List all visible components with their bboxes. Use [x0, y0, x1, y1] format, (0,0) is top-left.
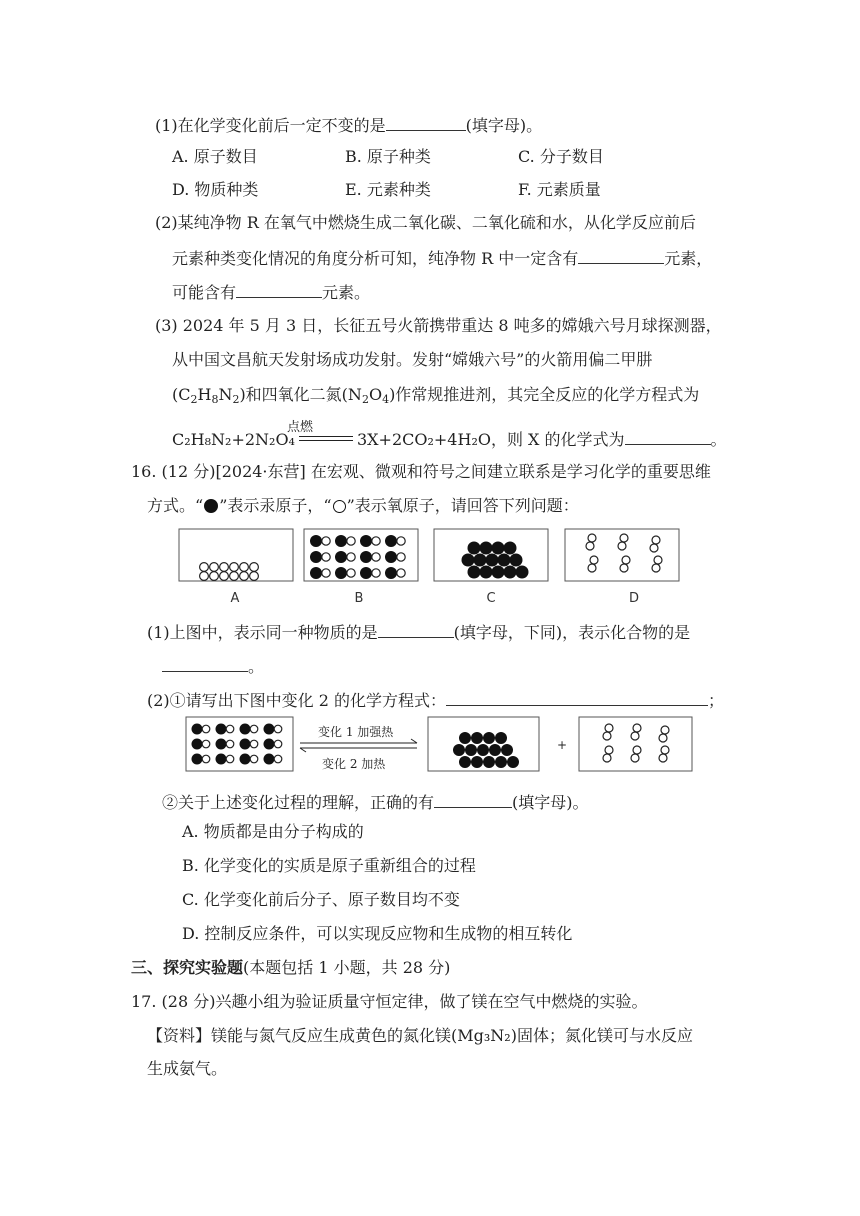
mercury-atom — [264, 724, 275, 735]
oxygen-atom — [347, 537, 355, 545]
box-c — [434, 529, 548, 581]
oxygen-atom — [590, 556, 598, 564]
q15-p2-text: 可能含有 — [172, 283, 237, 302]
q15-option-d: D. 物质种类 — [172, 180, 259, 199]
answer-blank[interactable] — [386, 114, 466, 131]
formula-part: )作常规推进剂，其完全反应的化学方程式为 — [389, 385, 700, 404]
mercury-atom — [335, 567, 347, 579]
equals-arrow — [295, 430, 357, 446]
oxygen-atom — [202, 755, 210, 763]
answer-blank[interactable] — [625, 428, 711, 445]
mercury-atom — [385, 535, 397, 547]
oxygen-atom — [250, 572, 259, 581]
oxygen-atom — [202, 740, 210, 748]
q16-p2-text: (2)①请写出下图中变化 2 的化学方程式： — [147, 691, 447, 710]
oxygen-atom — [603, 754, 611, 762]
oxygen-atom — [605, 746, 613, 754]
particle-diagram-abcd — [178, 528, 738, 588]
q16-text: ”表示氧原子，请回答下列问题： — [346, 496, 579, 515]
product-oxygen-box — [579, 717, 692, 771]
q16-part1-cont — [162, 655, 264, 677]
mercury-atom — [495, 756, 507, 768]
oxygen-atom — [250, 740, 258, 748]
oxygen-atom — [603, 732, 611, 740]
q16-p1-text: (1)上图中，表示同一种物质的是 — [147, 623, 378, 642]
mercury-atom — [516, 566, 529, 579]
oxygen-atom — [220, 563, 229, 572]
figure-label-a: A — [230, 591, 240, 606]
box-b — [304, 529, 418, 581]
q15-part3-line3: $(C_2H_8N_2)$和四氧化二氮$(N_2O_4)$作常规推进剂，其完全反应的化学方程式为 — [172, 385, 700, 406]
oxygen-atom — [588, 534, 596, 542]
mercury-atom — [498, 554, 511, 567]
q15-option-a: A. 原子数目 — [172, 147, 258, 166]
mercury-atom — [492, 566, 505, 579]
oxygen-atom — [274, 725, 282, 733]
answer-blank[interactable] — [446, 689, 708, 706]
change1-label: 变化 1 加强热 — [318, 725, 394, 739]
mercury-atom — [264, 754, 275, 765]
mercury-atom — [510, 554, 523, 567]
q15-part2-line2 — [172, 247, 712, 269]
figure-label-c: C — [486, 591, 496, 606]
reaction-condition: 点燃 — [287, 420, 314, 435]
answer-blank[interactable] — [434, 791, 512, 808]
oxygen-atom — [230, 563, 239, 572]
q17-reference-line1: 【资料】镁能与氮气反应生成黄色的氮化镁(Mg₃N₂)固体；氮化镁可与水反应 — [147, 1026, 693, 1045]
q16-option-a: A. 物质都是由分子构成的 — [182, 822, 364, 841]
q15-option-e: E. 元素种类 — [345, 180, 431, 199]
mercury-atom — [360, 535, 372, 547]
mercury-atom — [465, 744, 477, 756]
mercury-atom — [385, 567, 397, 579]
mercury-atom — [468, 566, 481, 579]
mercury-atom — [462, 554, 475, 567]
mercury-atom — [507, 756, 519, 768]
oxygen-atom — [200, 563, 209, 572]
mercury-atom — [310, 567, 322, 579]
oxygen-atom — [250, 755, 258, 763]
q15-option-b: B. 原子种类 — [345, 147, 431, 166]
q17-line1: 17. (28 分)兴趣小组为验证质量守恒定律，做了镁在空气中燃烧的实验。 — [131, 992, 648, 1011]
mercury-atom — [504, 566, 517, 579]
oxygen-atom — [274, 755, 282, 763]
mercury-atom — [192, 739, 203, 750]
q16-text: 方式。“ — [147, 496, 204, 515]
section-title: 三、探究实验题 — [131, 958, 244, 977]
oxygen-atom — [322, 537, 330, 545]
oxygen-atom — [230, 572, 239, 581]
oxygen-atom — [397, 569, 405, 577]
q15-p1-hint: (填字母)。 — [465, 116, 543, 135]
plus-sign: + — [557, 738, 568, 752]
oxygen-atom — [631, 732, 639, 740]
reactant-box — [186, 717, 293, 771]
mercury-atom — [192, 754, 203, 765]
mercury-atom — [459, 732, 471, 744]
q16-p1-end: 。 — [248, 657, 265, 676]
mercury-atom — [240, 754, 251, 765]
oxygen-atom — [372, 553, 380, 561]
q15-part3-line2: 从中国文昌航天发射场成功发射。发射“嫦娥六号”的火箭用偏二甲肼 — [172, 350, 653, 369]
oxygen-atom — [202, 725, 210, 733]
q16-text: ”表示汞原子，“ — [219, 496, 332, 515]
q17-reference-line2: 生成氨气。 — [147, 1059, 228, 1078]
mercury-atom — [504, 542, 517, 555]
oxygen-atom — [652, 536, 660, 544]
mercury-atom-icon — [204, 499, 218, 513]
mercury-atom — [477, 744, 489, 756]
oxygen-atom — [347, 553, 355, 561]
q15-p2-text: 元素种类变化情况的角度分析可知，纯净物 R 中一定含有 — [172, 249, 579, 268]
oxygen-atom — [240, 572, 249, 581]
figure-label-b: B — [354, 591, 364, 606]
oxygen-atom — [631, 754, 639, 762]
product-mercury-box — [428, 717, 539, 771]
mercury-atom — [335, 551, 347, 563]
q16-part1 — [147, 621, 690, 643]
mercury-atom — [483, 756, 495, 768]
q16-option-d: D. 控制反应条件，可以实现反应物和生成物的相互转化 — [182, 924, 573, 943]
equation-left: C₂H₈N₂+2N₂O₄ — [172, 430, 295, 449]
oxygen-atom — [620, 564, 628, 572]
section-note: (本题包括 1 小题，共 28 分) — [243, 958, 451, 977]
oxygen-atom — [226, 755, 234, 763]
oxygen-atom — [659, 734, 667, 742]
mercury-atom — [489, 744, 501, 756]
oxygen-atom — [397, 553, 405, 561]
mercury-atom — [471, 756, 483, 768]
oxygen-atom — [397, 537, 405, 545]
formula-part: H — [197, 385, 212, 404]
oxygen-atom — [200, 572, 209, 581]
oxygen-atom — [322, 553, 330, 561]
mercury-atom — [471, 732, 483, 744]
oxygen-atom — [210, 572, 219, 581]
q15-part2-line3 — [172, 281, 370, 303]
mercury-atom — [216, 739, 227, 750]
oxygen-atom — [652, 564, 660, 572]
q15-option-f: F. 元素质量 — [518, 180, 601, 199]
mercury-atom — [495, 732, 507, 744]
oxygen-atom — [226, 725, 234, 733]
formula-part: O — [368, 385, 383, 404]
answer-blank[interactable] — [162, 655, 248, 672]
oxygen-atom — [661, 726, 669, 734]
forward-arrowhead — [411, 739, 417, 743]
mercury-atom — [216, 724, 227, 735]
q16-sub2-hint: (填字母)。 — [512, 793, 589, 812]
q16-p2-end: ； — [708, 691, 725, 710]
reaction-diagram — [185, 716, 705, 776]
mercury-atom — [264, 739, 275, 750]
formula-part: )和四氧化二氮(N — [239, 385, 362, 404]
mercury-atom — [216, 754, 227, 765]
oxygen-atom — [220, 572, 229, 581]
q15-option-c: C. 分子数目 — [518, 147, 604, 166]
mercury-atom — [335, 535, 347, 547]
change2-label: 变化 2 加热 — [322, 757, 386, 771]
oxygen-atom — [226, 740, 234, 748]
mercury-atom — [360, 551, 372, 563]
mercury-atom — [486, 554, 499, 567]
mercury-atom — [310, 551, 322, 563]
q16-sub2-text: ②关于上述变化过程的理解，正确的有 — [162, 793, 435, 812]
mercury-atom — [480, 566, 493, 579]
q16-part2 — [147, 689, 724, 711]
oxygen-atom — [620, 534, 628, 542]
mercury-atom — [453, 744, 465, 756]
mercury-atom — [459, 756, 471, 768]
mercury-atom — [480, 542, 493, 555]
mercury-atom — [192, 724, 203, 735]
q15-part2-line1: (2)某纯净物 R 在氧气中燃烧生成二氧化碳、二氧化硫和水，从化学反应前后 — [155, 213, 696, 232]
figure-label-d: D — [628, 591, 639, 606]
q15-part3-line1: (3) 2024 年 5 月 3 日，长征五号火箭携带重达 8 吨多的嫦娥六号月球探测器， — [155, 316, 722, 335]
reversible-arrows — [300, 739, 417, 752]
oxygen-atom — [661, 746, 669, 754]
answer-blank[interactable] — [378, 621, 454, 638]
mercury-atom — [492, 542, 505, 555]
formula-part: (C — [172, 385, 191, 404]
oxygen-atom — [240, 563, 249, 572]
oxygen-atom — [659, 754, 667, 762]
q16-header-line2 — [147, 496, 579, 516]
mercury-atom — [501, 744, 513, 756]
oxygen-atom — [633, 746, 641, 754]
oxygen-atom — [250, 563, 259, 572]
oxygen-atom — [372, 537, 380, 545]
q16-option-b: B. 化学变化的实质是原子重新组合的过程 — [182, 856, 476, 875]
mercury-atom — [385, 551, 397, 563]
q16-header-line1: 16. (12 分)[2024·东营] 在宏观、微观和符号之间建立联系是学习化学的重要思维 — [131, 462, 711, 481]
q15-p2-text-end: 元素。 — [322, 283, 371, 302]
mercury-atom — [360, 567, 372, 579]
mercury-atom — [240, 739, 251, 750]
formula-part: N — [218, 385, 233, 404]
mercury-atom — [468, 542, 481, 555]
equation-right: 3X+2CO₂+4H₂O，则 X 的化学式为 — [356, 430, 625, 449]
equation-end: 。 — [710, 430, 727, 449]
oxygen-atom — [650, 544, 658, 552]
mercury-atom — [483, 732, 495, 744]
oxygen-atom — [586, 542, 594, 550]
mercury-atom — [310, 535, 322, 547]
q15-equation — [172, 428, 727, 450]
mercury-atom — [240, 724, 251, 735]
q15-p2-text-end: 元素， — [664, 249, 713, 268]
oxygen-atom — [210, 563, 219, 572]
oxygen-atom — [654, 556, 662, 564]
q16-sub2 — [162, 791, 589, 813]
answer-blank[interactable] — [236, 281, 322, 298]
q16-option-c: C. 化学变化前后分子、原子数目均不变 — [182, 890, 460, 909]
oxygen-atom — [347, 569, 355, 577]
oxygen-atom — [633, 724, 641, 732]
oxygen-atom — [622, 556, 630, 564]
oxygen-atom — [618, 542, 626, 550]
oxygen-atom-icon — [333, 500, 346, 513]
q15-p1-text: (1)在化学变化前后一定不变的是 — [155, 116, 386, 135]
oxygen-atom — [250, 725, 258, 733]
mercury-atom — [474, 554, 487, 567]
answer-blank[interactable] — [578, 247, 664, 264]
oxygen-atom — [372, 569, 380, 577]
q16-p1-text-mid: (填字母，下同)，表示化合物的是 — [453, 623, 691, 642]
box-a — [179, 529, 293, 581]
section-3-title — [131, 958, 450, 978]
q15-part1 — [155, 114, 542, 136]
box-d — [565, 529, 679, 581]
reverse-arrowhead — [300, 748, 306, 752]
oxygen-atom — [274, 740, 282, 748]
oxygen-atom — [605, 724, 613, 732]
oxygen-atom — [322, 569, 330, 577]
oxygen-atom — [588, 564, 596, 572]
